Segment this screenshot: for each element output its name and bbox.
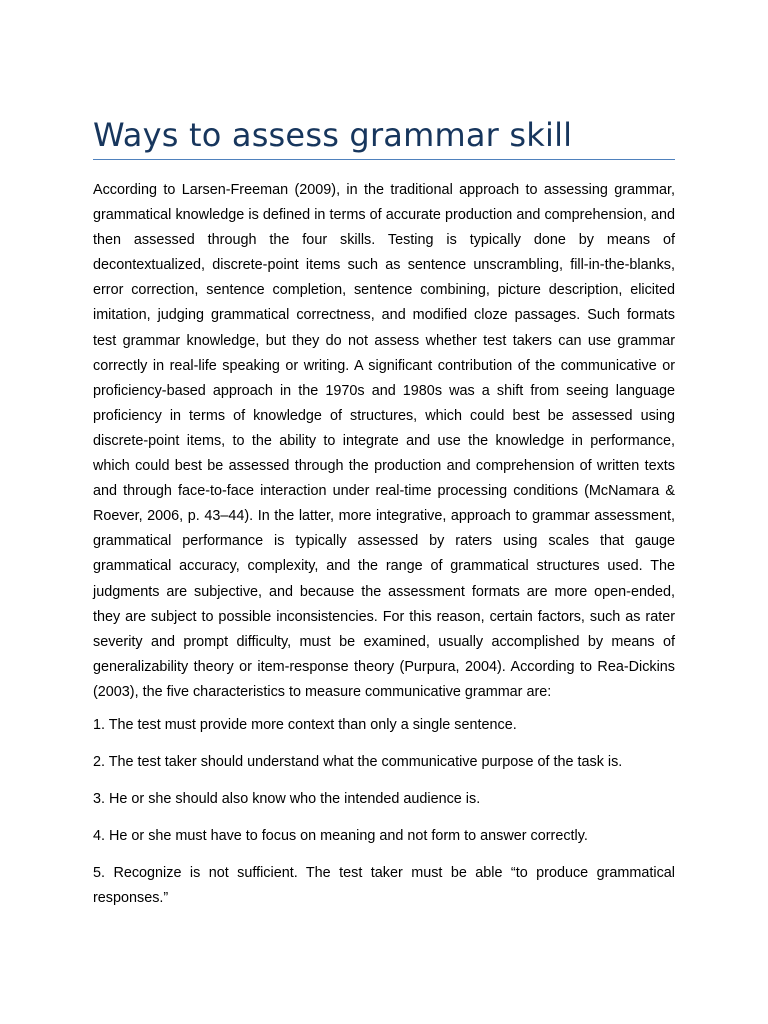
title-underline: [93, 159, 675, 160]
list-item-5: 5. Recognize is not sufficient. The test taker must be able “to produce grammatical responses.”: [93, 865, 675, 907]
list-item-2: 2. The test taker should understand what the communicative purpose of the task is.: [93, 754, 623, 771]
document-title: Ways to assess grammar skill: [93, 116, 573, 154]
body-paragraph: According to Larsen-Freeman (2009), in the traditional approach to assessing grammar, grammatical knowledge is defined in terms of accurate production and comprehension, and then assessed through the four skills. Testing is typically done by means of decontextualized, discrete-point items such as sentence unscrambling, fill-in-the-blanks, error correction, sentence completion, sentence combining, picture description, elicited imitation, judging grammatical correctness, and modified cloze passages. Such formats test grammar knowledge, but they do not assess whether test takers can use grammar correctly in real-life speaking or writing. A significant contribution of the communicative or proficiency-based approach in the 1970s and 1980s was a shift from seeing language proficiency in terms of knowledge of structures, which could best be assessed using discrete-point items, to the ability to integrate and use the knowledge in performance, which could best be assessed through the production and comprehension of written texts and through face-to-face interaction under real-time processing conditions (McNamara & Roever, 2006, p. 43–44). In the latter, more integrative, approach to grammar assessment, grammatical performance is typically assessed by raters using scales that gauge grammatical accuracy, complexity, and the range of grammatical structures used. The judgments are subjective, and because the assessment formats are more open-ended, they are subject to possible inconsistencies. For this reason, certain factors, such as rater severity and prompt difficulty, must be examined, usually accomplished by means of generalizability theory or item-response theory (Purpura, 2004). According to Rea-Dickins (2003), the five characteristics to measure communicative grammar are:: [93, 182, 675, 700]
list-item-1: 1. The test must provide more context than only a single sentence.: [93, 716, 517, 733]
list-item-4: 4. He or she must have to focus on meaning and not form to answer correctly.: [93, 828, 588, 845]
document-page: [93, 112, 675, 924]
list-item-3: 3. He or she should also know who the intended audience is.: [93, 791, 481, 808]
